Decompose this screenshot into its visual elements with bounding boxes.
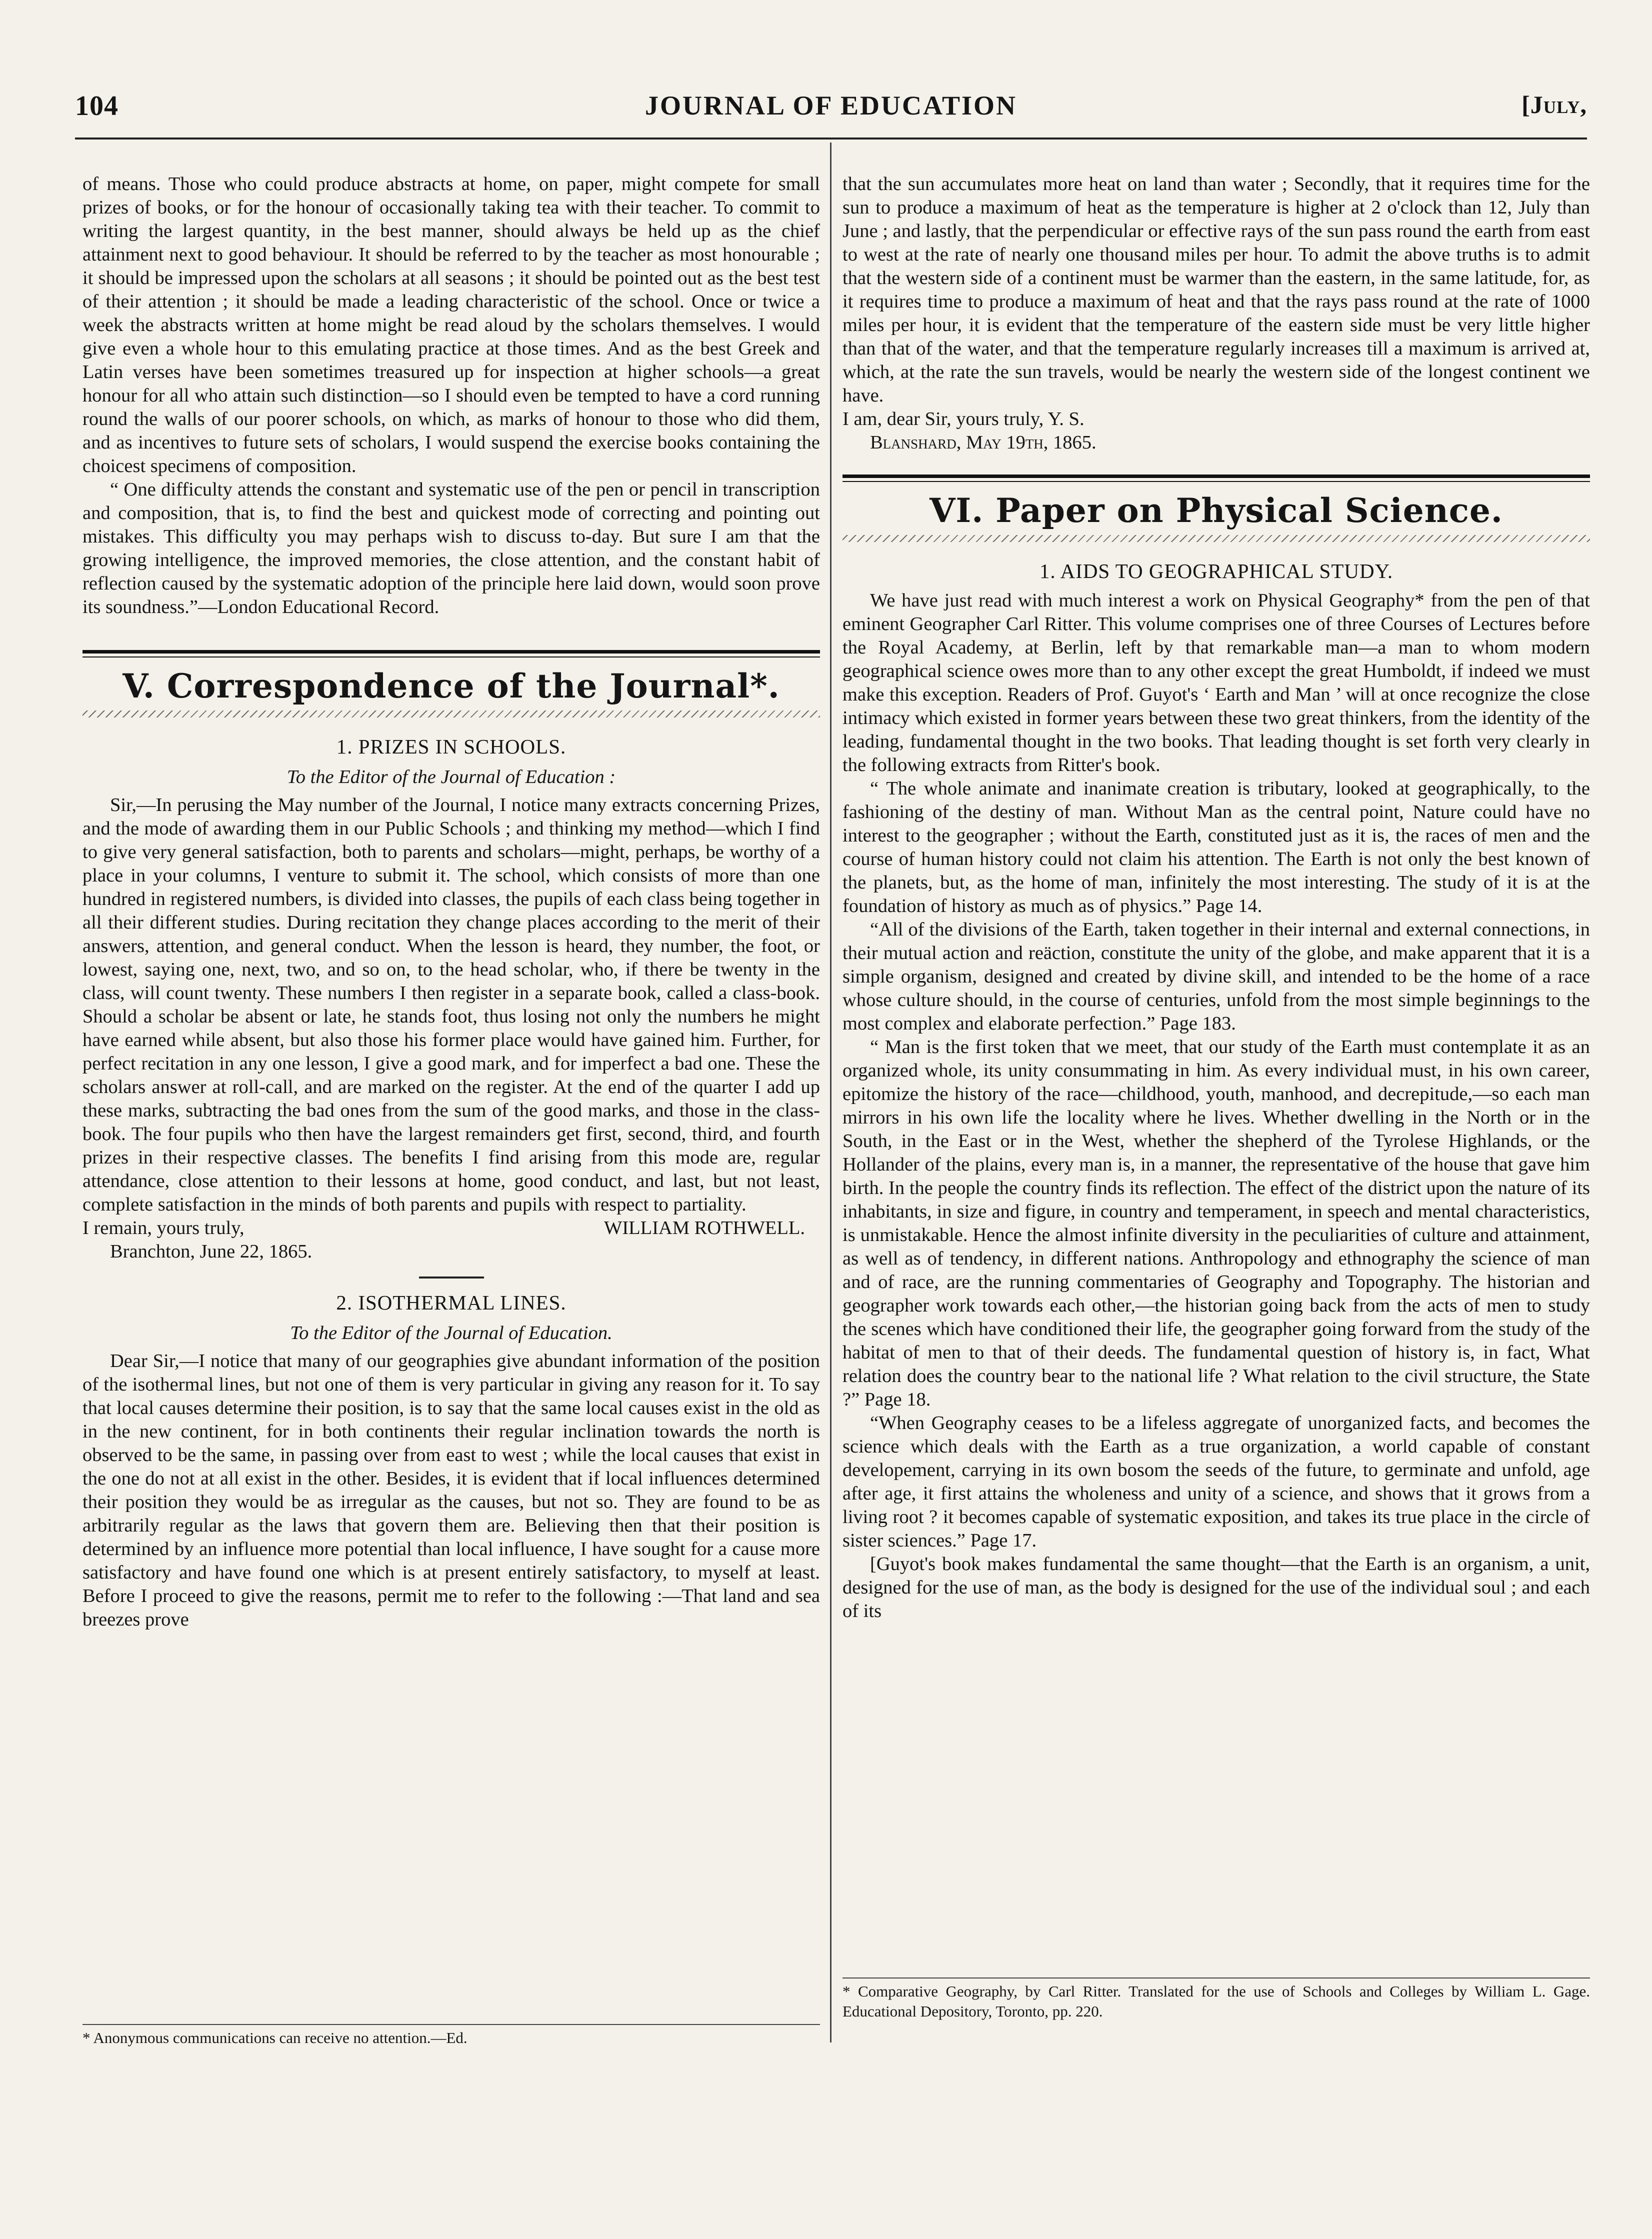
right-footnote-block [842, 1972, 1590, 2022]
article-prizes-title: 1. PRIZES IN SCHOOLS. [336, 735, 566, 758]
section-v-wavy-rule [82, 710, 820, 718]
right-paragraph-1: that the sun accumulates more heat on land than water ; Secondly, that it requires time for the sun to produce a maximum of heat as the temperature is higher at 2 o'clock than 12, July than June ; and lastly, that the perpendicular or effective rays of the sun pass round the earth from east to west at the rate of nearly one thousand miles per hour. To admit the above truths is to admit that the western side of a continent must be warmer than the eastern, in the same latitude, for, as it requires time to produce a maximum of heat and that the rays pass round at the rate of 1000 miles per hour, it is evident that the temperature of the eastern side must be very little higher than that of the water, and that the temperature regularly increases till a maximum is arrived at, which, at the rate the sun travels, would be nearly the western side of the longest continent we have. [842, 174, 1590, 406]
left-paragraph-2: “ One difficulty attends the constant and systematic use of the pen or pencil in transcription and composition, that is, to find the best and quickest mode of correcting and pointing out mistakes. This difficulty you may perhaps wish to discuss to-day. But sure I am that the growing intelligence, the improved memories, the close attention, and the constant habit of reflection caused by the systematic adoption of the principle here laid down, would soon prove its soundness.”—London Educational Record. [82, 479, 820, 618]
section-vi-rule-thin [842, 481, 1590, 482]
article-prizes-signer: WILLIAM ROTHWELL. [604, 1218, 805, 1238]
section-v-rule-top [82, 650, 820, 654]
left-footnote: * Anonymous communications can receive no attention.—Ed. [82, 2029, 468, 2046]
section-vi-rule-top [842, 474, 1590, 478]
article-separator [419, 1276, 484, 1278]
page-header [75, 90, 1587, 130]
left-column [82, 172, 820, 1632]
article-isothermal-title: 2. ISOTHERMAL LINES. [336, 1291, 566, 1314]
section-v-title: V. Correspondence of the Journal*. [122, 666, 780, 706]
article-prizes-signature [82, 1216, 820, 1240]
article-prizes-closing: I remain, yours truly, [82, 1218, 244, 1238]
right-paragraph-4: “All of the divisions of the Earth, taken together in their internal and external connections, in their mutual action and reäction, constitute the unity of the globe, and make apparent that it is a simple organism, designed and created by divine skill, and intended to be the home of a race whose culture should, in the course of centuries, unfold from the most simple beginnings to the most complex and elaborate perfection.” Page 183. [842, 919, 1590, 1034]
journal-title: JOURNAL OF EDUCATION [644, 90, 1018, 120]
article-prizes-addressee: To the Editor of the Journal of Education : [286, 766, 616, 788]
page-number: 104 [75, 90, 118, 122]
right-column [842, 172, 1590, 1623]
section-vi-wavy-rule [842, 535, 1590, 542]
right-paragraph-7: [Guyot's book makes fundamental the same thought—that the Earth is an organism, a unit, designed for the use of man, as the body is designed for the use of the individual soul ; and each of its [842, 1554, 1590, 1622]
isothermal-place: Blanshard, May 19th, 1865. [870, 432, 1096, 453]
isothermal-closing: I am, dear Sir, yours truly, Y. S. [842, 408, 1084, 430]
header-month: [July, [1522, 90, 1587, 118]
article-aids-title: 1. AIDS TO GEOGRAPHICAL STUDY. [1039, 560, 1394, 582]
column-divider [830, 142, 832, 2042]
left-footnote-rule [82, 2024, 820, 2025]
right-footnote: * Comparative Geography, by Carl Ritter. Translated for the use of Schools and Colleges by William L. Gage. Educational Depository, Toronto, pp. 220. [842, 1982, 1590, 2020]
left-footnote-block [82, 2019, 820, 2048]
article-isothermal-body: Dear Sir,—I notice that many of our geographies give abundant information of the position of the isothermal lines, but not one of them is very particular in giving any reason for it. To say that local causes determine their position, is to say that the same local causes exist in the old as in the new continent, for in both continents their regular inclination towards the north is observed to be the same, in passing over from east to west ; while the local causes that exist in the one do not at all exist in the other. Besides, it is evident that if local influences determined their position they would be as irregular as the causes, but not so. They are found to be as arbitrarily regular as the laws that govern them are. Believing then that their position is determined by an influence more potential than local influence, I have sought for a cause more satisfactory and have found one which is at present entirely satisfactory, to myself at least. Before I proceed to give the reasons, permit me to refer to the following :—That land and sea breezes prove [82, 1350, 820, 1630]
left-paragraph-1: of means. Those who could produce abstracts at home, on paper, might compete for small prizes of books, or for the honour of occasionally taking tea with their teacher. To commit to writing the largest quantity, in the best manner, should always be held up as the chief attainment next to good behaviour. It should be referred to by the teacher as most honourable ; it should be impressed upon the scholars at all seasons ; it should be pointed out as the best test of their attention ; it should be made a leading characteristic of the school. Once or twice a week the abstracts written at home might be read aloud by the scholars themselves. I would give even a whole hour to this emulating practice at those times. And as the best Greek and Latin verses have been sometimes treasured up for inspection at higher schools—a great honour for all who attain such distinction—so I should even be tempted to have a cord running round the walls of our poorer schools, on which, as marks of honour to those who did them, and as incentives to future sets of scholars, I would suspend the exercise books containing the choicest specimens of composition. [82, 174, 820, 476]
right-paragraph-6: “When Geography ceases to be a lifeless aggregate of unorganized facts, and becomes the science which deals with the Earth as a true organization, a world capable of constant developement, carrying in its own bosom the seeds of the future, to germinate and unfold, age after age, it first attains the wholeness and unity of a science, and shows that it grows from a living root ? it becomes capable of systematic exposition, and takes its true place in the circle of sister sciences.” Page 17. [842, 1412, 1590, 1551]
article-prizes-place: Branchton, June 22, 1865. [110, 1241, 312, 1262]
article-isothermal-addressee: To the Editor of the Journal of Education. [290, 1322, 612, 1344]
right-paragraph-5: “ Man is the first token that we meet, that our study of the Earth must contemplate it as an organized whole, its unity consummating in him. As every individual must, in his own career, epitomize the history of the race—childhood, youth, manhood, and decrepitude,—so each man mirrors in his own life the locality where he lives. Whether dwelling in the North or in the South, in the East or in the West, whether the shepherd of the Tyrolese Highlands, or the Hollander of the plains, every man is, in a manner, the representative of the house that gave him birth. In the people the country finds its reflection. The effect of the district upon the nature of its inhabitants, in size and figure, in country and temperament, in speech and mental characteristics, is unmistakable. Hence the almost infinite diversity in the peculiarities of culture and attainment, as well as of tendency, in different nations. Anthropology and ethnography the science of man and of race, are the running commentaries of Geography and Topography. The historian and geographer work towards each other,—the historian going back from the acts of men to study the scenes which have conditioned their life, the geographer going forward from the study of the habitat of men to that of their deeds. The fundamental question of history is, in fact, What relation does the country bear to the national life ? What relation to the civil structure, the State ?” Page 18. [842, 1036, 1590, 1410]
right-paragraph-3: “ The whole animate and inanimate creation is tributary, looked at geographically, to the fashioning of the destiny of man. Without Man as the central point, Nature could have no interest to the geographer ; without the Earth, constituted just as it is, the races of men and the course of human history could not claim his attention. The Earth is not only the best known of the planets, but, as the home of man, infinitely the most interesting. The study of it is at the foundation of history as much as of physics.” Page 14. [842, 778, 1590, 916]
header-rule [75, 138, 1587, 140]
section-vi-title: VI. Paper on Physical Science. [930, 491, 1503, 530]
article-prizes-body: Sir,—In perusing the May number of the Journal, I notice many extracts concerning Prizes, and the mode of awarding them in our Public Schools ; and thinking my method—which I find to give very general satisfaction, both to parents and scholars—might, perhaps, be worthy of a place in your columns, I venture to submit it. The school, which consists of more than one hundred in registered numbers, is divided into classes, the pupils of each class being together in all their different studies. During recitation they change places according to the merit of their answers, attention, and general conduct. When the lesson is heard, they number, the foot, or lowest, saying one, next, two, and so on, to the head scholar, who, if there be twenty in the class, will count twenty. These numbers I then register in a separate book, called a class-book. Should a scholar be absent or late, he stands foot, thus losing not only the numbers he might have earned while absent, but also those his former place would have gained him. Further, for perfect recitation in any one lesson, I give a good mark, and for imperfect a bad one. These the scholars answer at roll-call, and are marked on the register. At the end of the quarter I add up these marks, subtracting the bad ones from the sum of the good marks, and those in the class-book. The four pupils who then have the largest remainders get first, second, third, and fourth prizes in their respective classes. The benefits I find arising from this mode are, regular attendance, close attention to their lessons at home, good conduct, and last, but not least, complete satisfaction in the minds of both parents and pupils with respect to partiality. [82, 794, 820, 1215]
section-v-rule-thin [82, 656, 820, 658]
right-paragraph-2: We have just read with much interest a work on Physical Geography* from the pen of that eminent Geographer Carl Ritter. This volume comprises one of three Courses of Lectures before the Royal Academy, at Berlin, left by that remarkable man—a man to whom modern geographical science owes more than to any other except the great Humboldt, if indeed we must make this exception. Readers of Prof. Guyot's ‘ Earth and Man ’ will at once recognize the close intimacy which existed in former years between these two great thinkers, from the identity of the leading, fundamental thought in the two books. That leading thought is set forth very clearly in the following extracts from Ritter's book. [842, 590, 1590, 776]
